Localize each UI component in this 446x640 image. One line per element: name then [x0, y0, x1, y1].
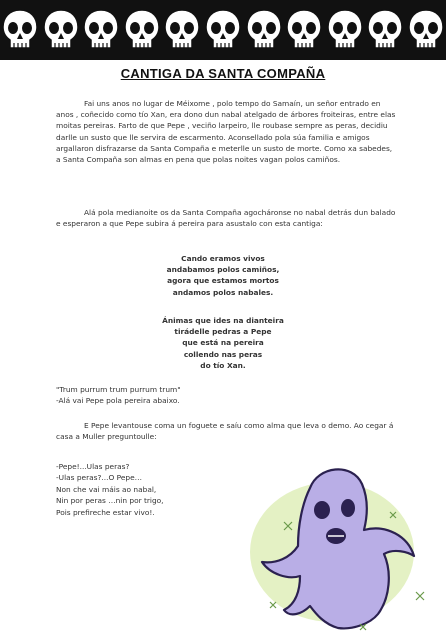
skull-icon [406, 8, 446, 52]
skull-icon [122, 8, 162, 52]
verse-line: Cando eramos vivos [181, 254, 265, 263]
story-paragraph-1 [56, 98, 396, 194]
ghost-right-eye [341, 499, 355, 517]
ghost-icon [240, 452, 440, 636]
ghost-left-eye [314, 501, 330, 519]
verse-stanza-2 [110, 315, 336, 371]
verse-line: que está na pereira [182, 338, 264, 348]
verse-line: andamos polos nabales. [172, 287, 274, 297]
verse-line: andabamos polos camiños, [166, 265, 280, 275]
skull-icon [244, 8, 284, 52]
story-paragraph-2-text: Alá pola medianoite os da Santa Compaña agocháronse no nabal detrás dun balado e esperaron a que Pepe subira á pereira para asustalo con esta cantiga: [56, 208, 396, 229]
skull-icon [284, 8, 324, 52]
skull-icon [41, 8, 81, 52]
dialog-line: -Pepe!...Ulas peras? [56, 462, 130, 471]
skull-icon [325, 8, 365, 52]
dialog-line: Nin por peras …nin por trigo, [56, 496, 164, 506]
story-paragraph-3 [56, 420, 396, 444]
verse-line: do tío Xan. [200, 360, 246, 370]
verse-line: collendo nas peras [183, 349, 263, 359]
skull-icon [81, 8, 121, 52]
story-paragraph-2 [56, 207, 396, 243]
page-title: CANTIGA DA SANTA COMPAÑA [120, 66, 326, 81]
dialog-line: -Ulas peras?...O Pepe… [56, 473, 143, 483]
verse-line: agora que estamos mortos [167, 276, 279, 286]
skull-icon [203, 8, 243, 52]
story-paragraph-3-text: E Pepe levantouse coma un foguete e saíu como alma que leva o demo. Ao cegar á casa a Muller preguntoulle: [56, 421, 394, 442]
skull-row [0, 8, 446, 52]
verse-stanza-1 [110, 253, 336, 298]
verse-line: tirádelle pedras a Pepe [174, 327, 272, 337]
story-paragraph-1-text: Fai uns anos no lugar de Méixome , polo tempo do Samaín, un señor entrado en anos , coñecido como tío Xan, era dono dun nabal atelgado de árbores froiteiras, entre elas moitas pereiras. Farto de que Pepe , veciño larpeiro, lle roubase sempre as peras, decidiu darlle un susto que lle servira de escarmento. Aconsellado pola súa familia e amigos argallaron disfrazarse da Santa Compaña e meterlle un susto de morte. Como xa sabedes, a Santa Compaña son almas en pena que polas noites vagan polos camiños. [56, 99, 396, 165]
dialog-line: Pois prefireche estar vivo!. [56, 507, 155, 517]
skull-icon [0, 8, 40, 52]
skull-icon [162, 8, 202, 52]
skull-icon [365, 8, 405, 52]
skull-border [0, 0, 446, 60]
chant-line: "Trum purrum trum purrum trum" [56, 385, 181, 394]
dialog-line: Non che vai máis ao nabal, [56, 484, 157, 494]
chant [56, 384, 356, 407]
chant-line: -Alá vai Pepe pola pereira abaixo. [56, 396, 180, 406]
verse-line: Ánimas que ides na dianteira [162, 316, 284, 325]
